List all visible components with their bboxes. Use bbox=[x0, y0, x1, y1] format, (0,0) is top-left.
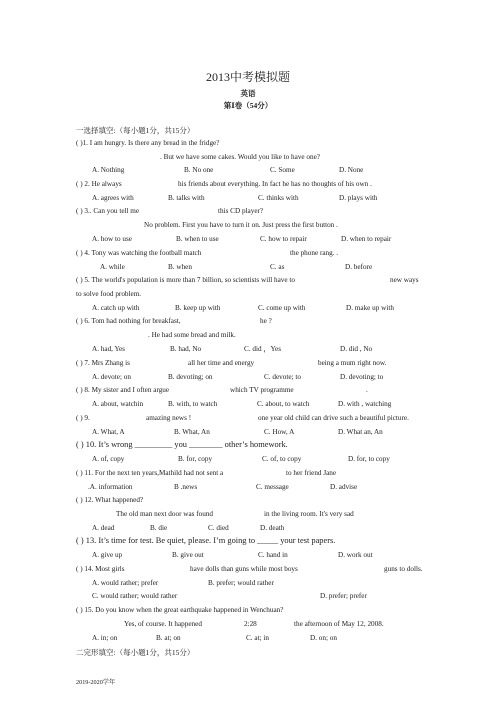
question-11-option-b: B .news bbox=[174, 483, 198, 491]
subject-heading: 英语 bbox=[240, 89, 256, 98]
question-10-option-d: D. for, to copy bbox=[348, 455, 390, 463]
question-3-continuation: No problem. First you have to turn it on. Just press the first button . bbox=[144, 221, 338, 229]
question-15-option-a: A. in; on bbox=[92, 634, 118, 642]
question-2-option-b: B. talks with bbox=[168, 194, 205, 202]
question-15-continuation-time: 2:28 bbox=[244, 620, 257, 628]
question-3-option-d: D. when to repair bbox=[341, 235, 392, 243]
question-7-stem: ( ) 7. Mrs Zhang is bbox=[76, 359, 130, 367]
question-15-option-b: B. at; on bbox=[156, 634, 181, 642]
question-8-option-d: D. with , watching bbox=[338, 400, 392, 408]
question-8-stem: ( ) 8. My sister and I often argue bbox=[76, 386, 170, 394]
part-heading: 第Ⅰ卷（54分） bbox=[223, 101, 273, 110]
page-title: 2013中考模拟题 bbox=[205, 70, 290, 84]
question-7-stem-tail: being a mum right now. bbox=[318, 359, 387, 367]
question-8-option-c: C. about, to watch bbox=[257, 400, 310, 408]
question-13-option-b: B. give out bbox=[172, 551, 204, 559]
question-3-option-c: C. how to repair bbox=[260, 235, 307, 243]
question-13-option-d: D. work out bbox=[338, 551, 373, 559]
question-12-option-d: D. death bbox=[260, 524, 285, 532]
question-9-stem: ( ) 9. bbox=[76, 414, 90, 422]
question-10-option-b: B. for, copy bbox=[178, 455, 213, 463]
question-14-stem: ( ) 14. Most girls bbox=[76, 565, 125, 573]
question-2-stem-tail: his friends about everything. In fact he has no thoughts of his own . bbox=[178, 180, 372, 188]
question-11-option-c: C. message bbox=[256, 483, 289, 491]
question-6-option-b: B. had, No bbox=[170, 345, 202, 353]
question-6-continuation: . He had some bread and milk. bbox=[148, 331, 236, 339]
question-7-option-d: D. devoting; to bbox=[340, 373, 384, 381]
question-6-option-c: C. did ，Yes bbox=[244, 345, 282, 353]
question-11-stem-tail: to her friend Jane bbox=[286, 469, 337, 477]
question-10-option-c: C. of, to copy bbox=[262, 455, 302, 463]
question-15-option-c: C. at; in bbox=[246, 634, 269, 642]
question-14-option-c: C. would rather; would rather bbox=[92, 592, 178, 600]
question-1-option-c: C. Some bbox=[270, 166, 295, 174]
question-9-option-a: A. What, A bbox=[92, 428, 125, 436]
question-15-stem: ( ) 15. Do you know when the great earthquake happened in Wenchuan? bbox=[76, 606, 284, 614]
question-12-continuation-tail: in the living room. It's very sad bbox=[264, 510, 354, 518]
question-2-option-a: A. agrees with bbox=[92, 194, 134, 202]
question-11-stem: ( ) 11. For the next ten years,Mathild had not sent a bbox=[76, 469, 224, 477]
question-6-option-d: D. did , No bbox=[340, 345, 373, 353]
question-1-stem: ( )1. I am hungry. Is there any bread in the fridge? bbox=[76, 139, 220, 147]
question-5-continuation: to solve food problem. bbox=[76, 290, 142, 298]
question-1-continuation: . But we have some cakes. Would you like to have one? bbox=[160, 153, 320, 161]
question-8-option-a: A. about, watchin bbox=[92, 400, 144, 408]
question-10-stem: ( ) 10. It’s wrong _________ you ________ other’s homework. bbox=[76, 440, 288, 449]
question-9-option-c: C. How, A bbox=[264, 428, 295, 436]
question-14-stem-tail: guns to dolls. bbox=[384, 565, 423, 573]
question-3-option-b: B. when to use bbox=[176, 235, 219, 243]
question-7-stem-mid: all her time and energy bbox=[188, 359, 255, 367]
question-5-option-b: B. keep up with bbox=[175, 304, 221, 312]
question-8-stem-mid: which TV programme bbox=[230, 386, 294, 394]
question-13-option-a: A. give up bbox=[92, 551, 123, 559]
question-8-option-b: B. with, to watch bbox=[168, 400, 218, 408]
question-11-option-d: D. advise bbox=[330, 483, 358, 491]
question-4-option-a: A. while bbox=[100, 263, 125, 271]
question-5-option-a: A. catch up with bbox=[92, 304, 140, 312]
question-6-stem-tail: he ? bbox=[260, 317, 272, 325]
question-7-option-b: B. devoting; on bbox=[168, 373, 213, 381]
question-14-option-b: B. prefer; would rather bbox=[208, 579, 274, 587]
question-4-stem: ( ) 4. Tony was watching the football match bbox=[76, 249, 202, 257]
question-7-option-a: A. devote; on bbox=[92, 373, 131, 381]
question-4-option-d: D. before bbox=[345, 263, 373, 271]
question-12-option-b: B. die bbox=[150, 524, 168, 532]
question-15-continuation-tail: the afternoon of May 12, 2008. bbox=[294, 620, 384, 628]
question-8-stem-tail: . bbox=[366, 386, 368, 394]
question-6-stem: ( ) 6. Tom had nothing for breakfast, bbox=[76, 317, 181, 325]
question-7-option-c: C. devote; to bbox=[264, 373, 301, 381]
question-5-stem: ( ) 5. The world's population is more than 7 billion, so scientists will have to bbox=[76, 276, 295, 284]
question-6-option-a: A. had, Yes bbox=[92, 345, 125, 353]
question-12-option-c: C. died bbox=[208, 524, 229, 532]
question-12-option-a: A. dead bbox=[92, 524, 115, 532]
question-12-continuation: The old man next door was found bbox=[116, 510, 214, 518]
question-5-option-c: C. come up with bbox=[258, 304, 306, 312]
question-13-option-c: C. hand in bbox=[258, 551, 288, 559]
footer-school-year: 2019-2020学年 bbox=[76, 679, 116, 686]
question-14-option-d: D. prefer; prefer bbox=[320, 592, 367, 600]
question-4-option-b: B. when bbox=[168, 263, 192, 271]
question-15-option-d: D. on; on bbox=[310, 634, 337, 642]
section-heading-cloze: 二完形填空:（每小题1分，共15分） bbox=[76, 648, 195, 657]
section-heading-multiple-choice: 一选择填空:（每小题1分，共15分） bbox=[76, 126, 195, 135]
question-2-option-d: D. plays with bbox=[339, 194, 378, 202]
question-9-stem-tail: one year old child can drive such a beautiful picture. bbox=[258, 414, 409, 422]
question-3-stem-tail: this CD player? bbox=[218, 207, 264, 215]
question-3-option-a: A. how to use bbox=[92, 235, 132, 243]
question-10-option-a: A. of, copy bbox=[92, 455, 125, 463]
question-2-stem: ( ) 2. He always bbox=[76, 180, 122, 188]
question-9-option-d: D. What an, An bbox=[338, 428, 383, 436]
question-4-option-c: C. as bbox=[270, 263, 285, 271]
question-1-option-a: A. Nothing bbox=[92, 166, 125, 174]
question-5-stem-tail: new ways bbox=[390, 276, 419, 284]
question-9-stem-mid: amazing news ! bbox=[146, 414, 192, 422]
question-2-option-c: C. thinks with bbox=[258, 194, 299, 202]
question-1-option-b: B. No one bbox=[184, 166, 214, 174]
question-1-option-d: D. None bbox=[339, 166, 364, 174]
question-13-stem: ( ) 13. It’s time for test. Be quiet, please. I’m going to _____ your test papers. bbox=[76, 536, 336, 545]
question-5-option-d: D. make up with bbox=[346, 304, 394, 312]
question-14-stem-mid: have dolls than guns while most boys bbox=[190, 565, 298, 573]
question-3-stem: ( ) 3.. Can you tell me bbox=[76, 207, 140, 215]
question-14-option-a: A. would rather; prefer bbox=[92, 579, 159, 587]
question-15-continuation: Yes, of course. It happened bbox=[124, 620, 202, 628]
question-9-option-b: B. What, An bbox=[174, 428, 210, 436]
question-4-stem-tail: the phone rang. . bbox=[290, 249, 339, 257]
question-11-option-a: .A. information bbox=[88, 483, 133, 491]
question-12-stem: ( ) 12. What happened? bbox=[76, 496, 144, 504]
